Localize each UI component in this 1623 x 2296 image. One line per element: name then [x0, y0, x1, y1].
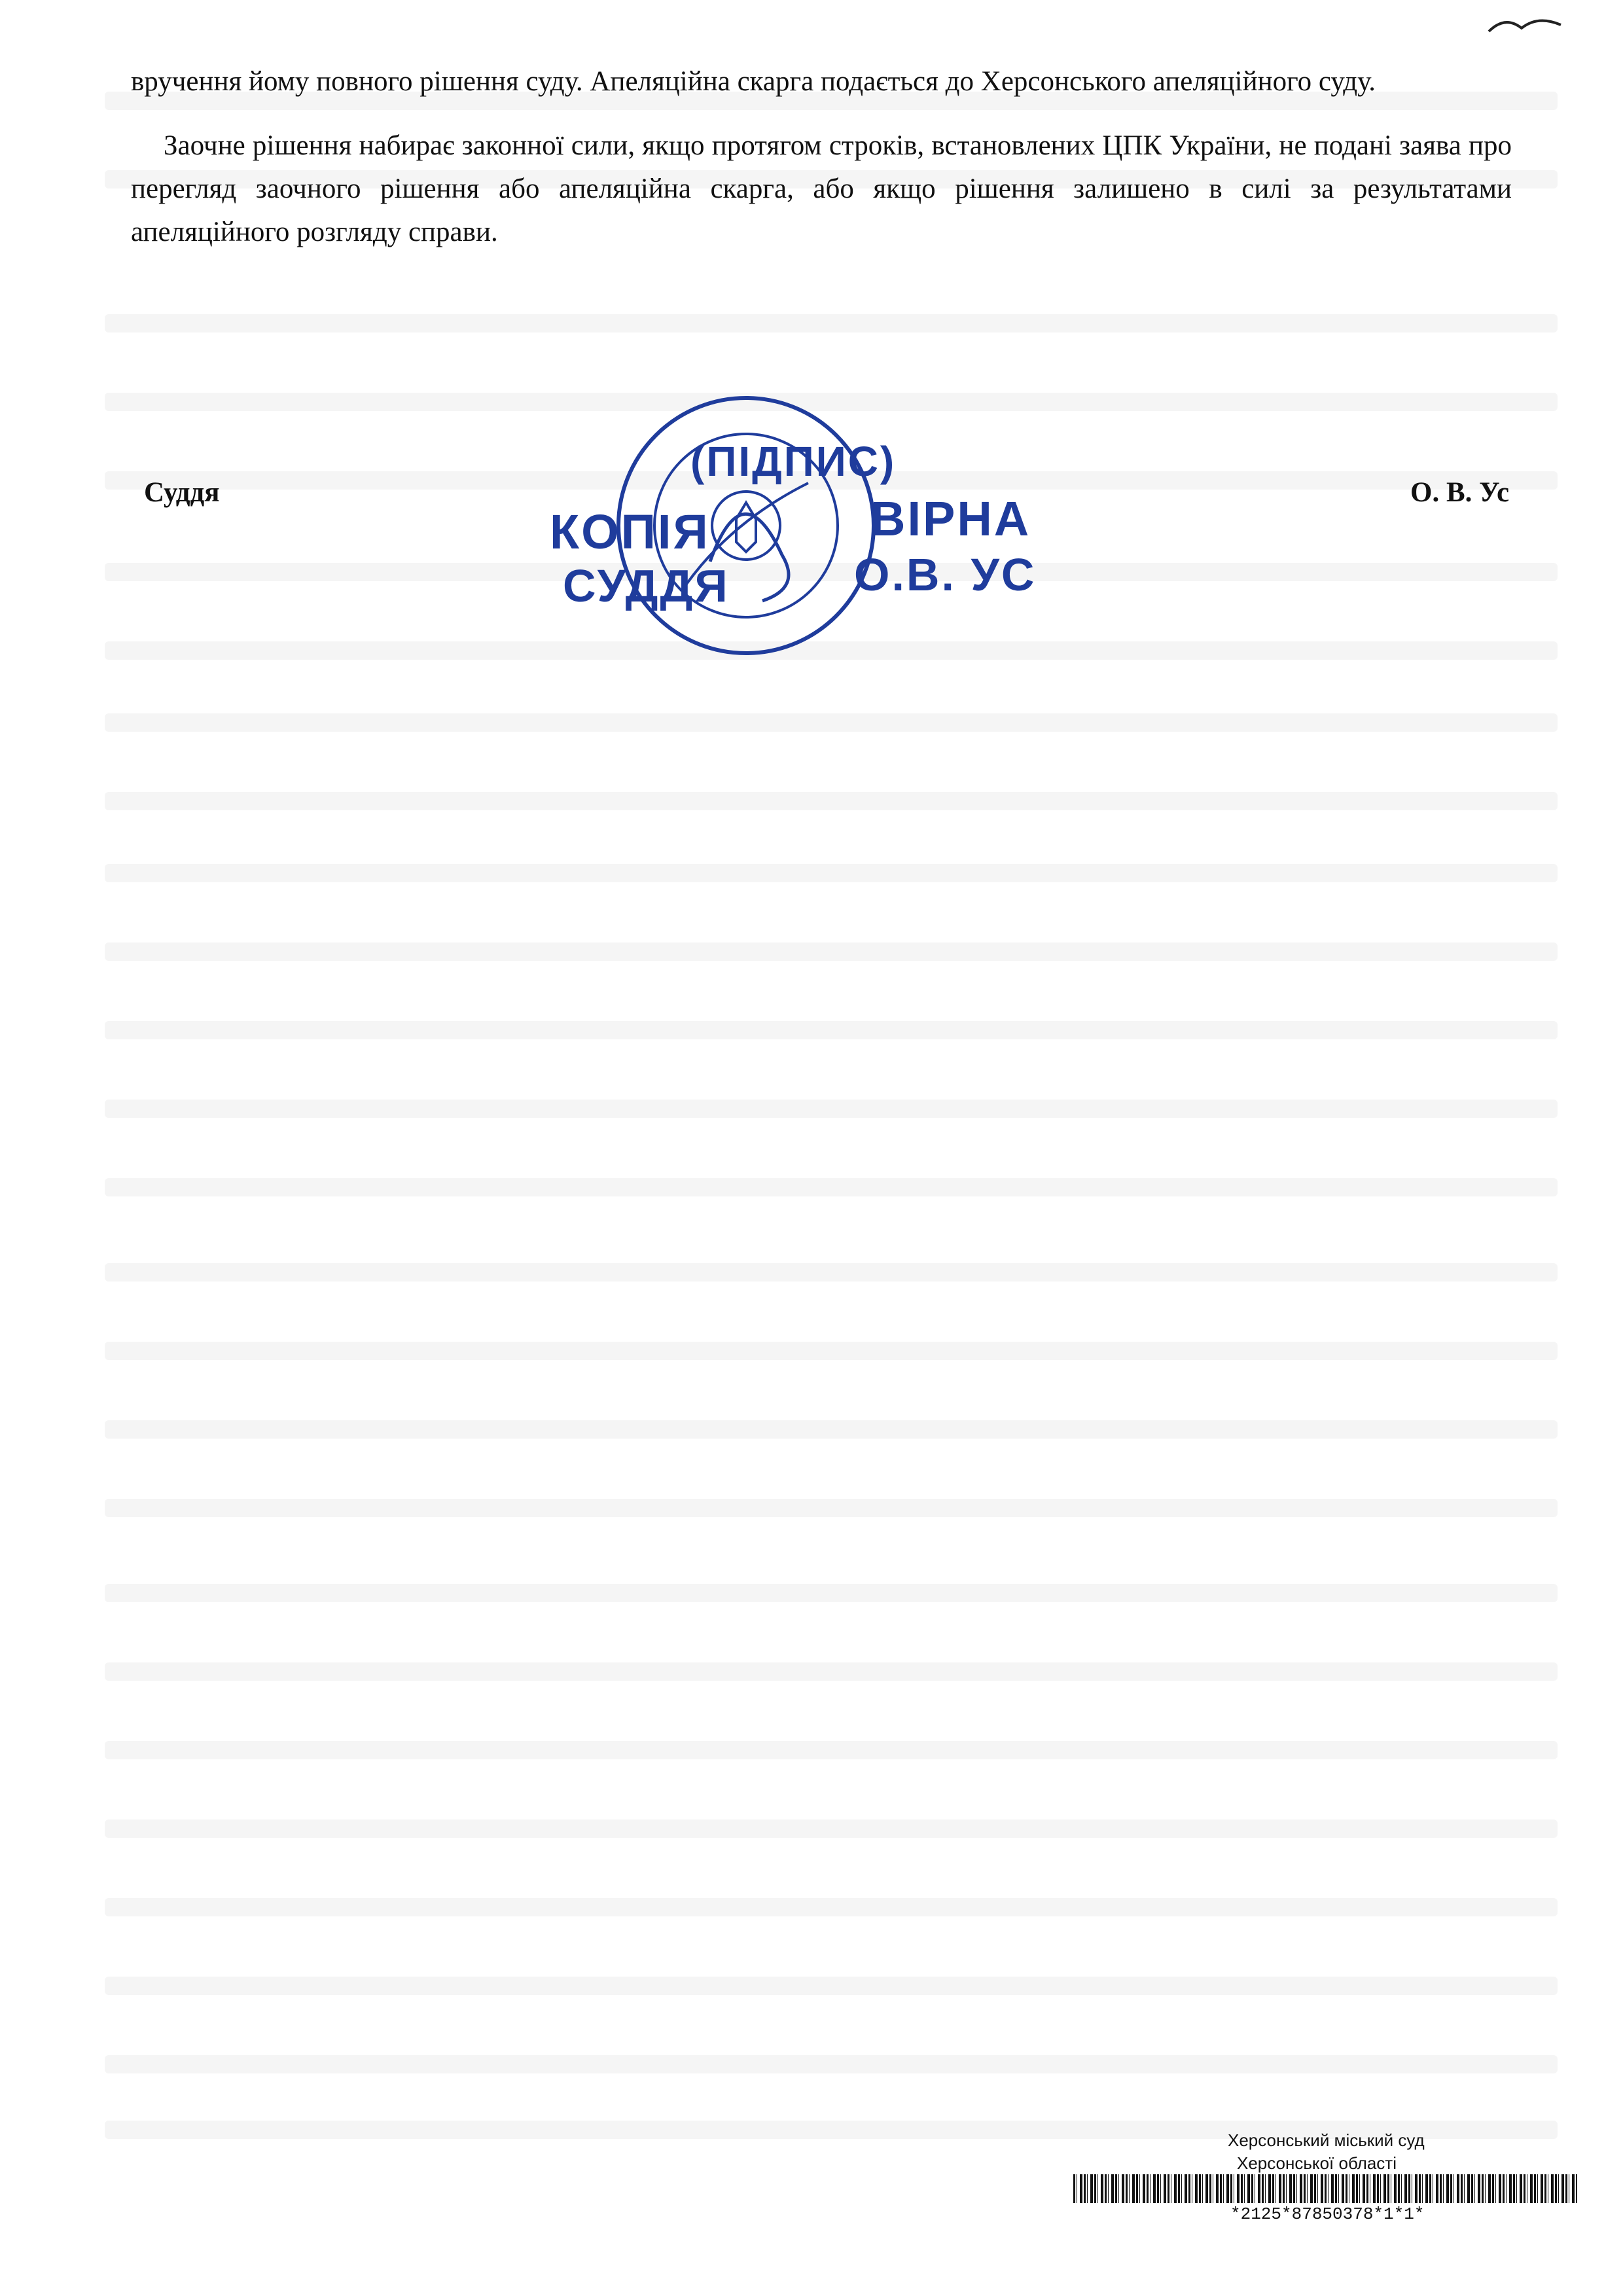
judge-label: Суддя — [144, 477, 220, 508]
show-through-text-background — [39, 39, 1584, 2257]
barcode-number: *2125*87850378*1*1* — [1230, 2204, 1425, 2224]
corner-pen-mark — [1486, 12, 1564, 38]
stamp-copy-label: КОПІЯ — [550, 505, 710, 559]
footer-court-name: Херсонський міський суд — [1228, 2130, 1425, 2150]
judge-name: О. В. Ус — [1410, 477, 1510, 508]
document-barcode — [1073, 2174, 1577, 2203]
stamp-judge-initials: О.В. УС — [854, 549, 1037, 600]
stamp-signature-note: (ПІДПИС) — [690, 438, 897, 485]
stamp-true-label: ВІРНА — [870, 492, 1031, 546]
stamp-judge-label: СУДДЯ — [563, 560, 730, 611]
paragraph-appeal: вручення йому повного рішення суду. Апеляційна скарга подається до Херсонського апеляційного суду. — [131, 66, 1376, 97]
footer-court-region: Херсонської області — [1237, 2153, 1397, 2173]
paragraph-default-judgment: Заочне рішення набирає законної сили, якщо протягом строків, встановлених ЦПК України, не подані заява про перегляд заочного рішення або апеляційна скарга, або якщо рішення залишено в силі за результатами апеляційного розгляду справи. — [131, 130, 1512, 247]
